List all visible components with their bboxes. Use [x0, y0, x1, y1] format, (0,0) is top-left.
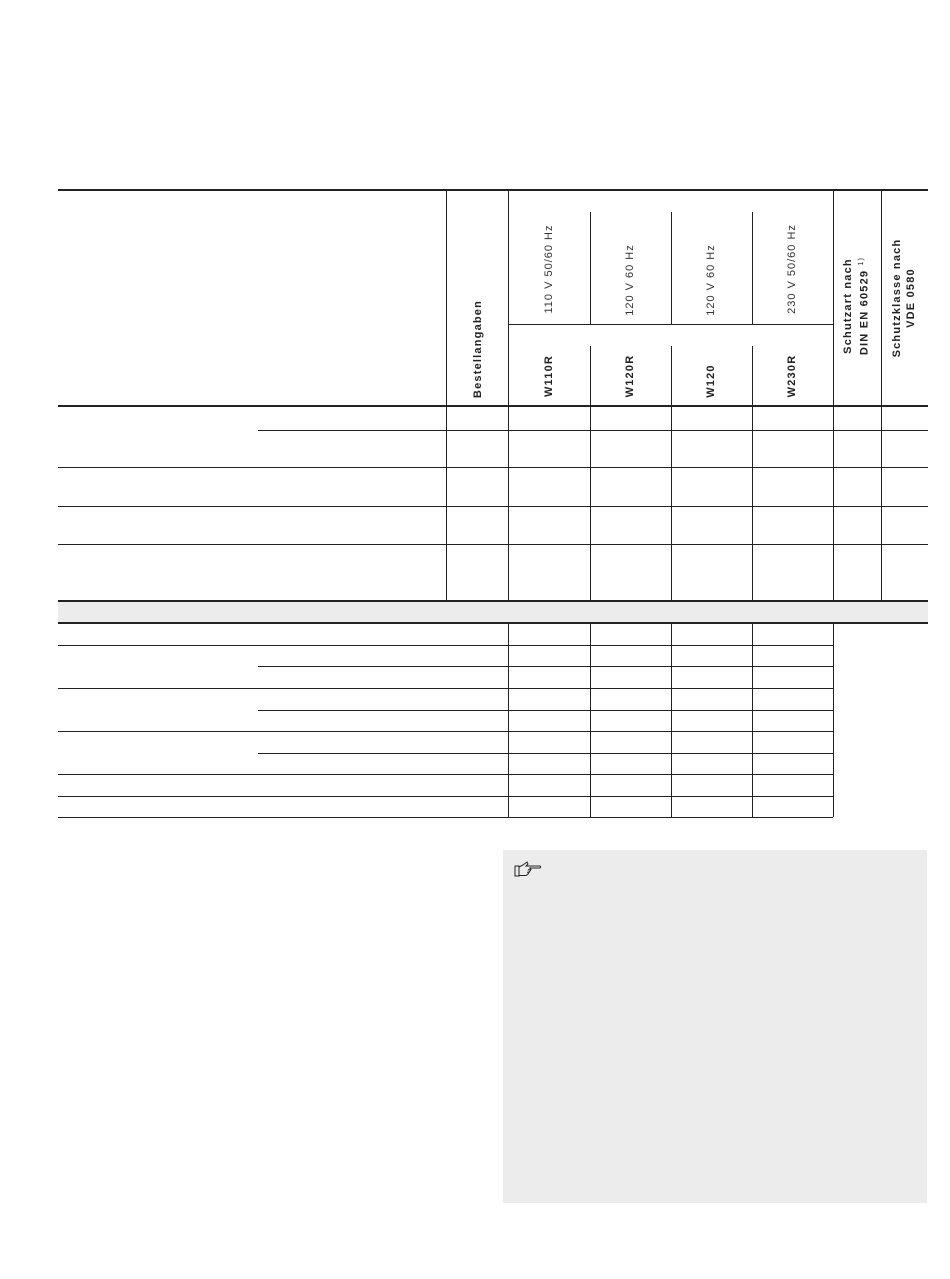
- header-model-1: W110R: [543, 354, 555, 398]
- header-voltage-3: 120 V 60 Hz: [705, 244, 717, 316]
- body-divider: [590, 624, 591, 817]
- body-divider: [833, 407, 834, 600]
- header-voltage-1: 110 V 50/60 Hz: [543, 224, 555, 314]
- row-rule: [258, 430, 928, 431]
- row-rule: [58, 774, 833, 775]
- header-order-info: Bestellangaben: [472, 299, 484, 399]
- row-rule: [58, 467, 928, 468]
- header-divider: [752, 212, 753, 324]
- protection-type-line2: DIN EN 60529 $^{1)}$: [858, 256, 871, 356]
- body-divider: [671, 624, 672, 817]
- pointing-hand-icon: [514, 860, 542, 878]
- protection-type-line1: Schutzart nach: [842, 258, 854, 354]
- header-divider: [590, 212, 591, 324]
- header-divider: [881, 190, 882, 406]
- footnote-marker: 1): [858, 256, 865, 266]
- row-rule: [258, 753, 833, 754]
- row-rule: [58, 796, 833, 797]
- header-protection-type: [841, 238, 869, 374]
- note-box: [503, 850, 927, 1203]
- header-protection-class: [890, 230, 918, 366]
- protection-class-line2: VDE 0580: [905, 268, 917, 328]
- header-model-2: W120R: [624, 354, 636, 398]
- header-model-4: W230R: [786, 354, 798, 398]
- header-divider: [446, 190, 447, 406]
- header-divider: [508, 190, 509, 406]
- body-divider: [508, 624, 509, 817]
- row-rule: [58, 506, 928, 507]
- header-divider: [833, 190, 834, 406]
- header-divider: [752, 346, 753, 406]
- body-divider: [671, 407, 672, 600]
- header-divider: [671, 346, 672, 406]
- row-rule: [58, 731, 833, 732]
- header-model-3: W120: [705, 364, 717, 398]
- header-voltage-4: 230 V 50/60 Hz: [786, 224, 798, 314]
- section-border-bottom: [58, 622, 928, 624]
- table-bottom-border: [58, 817, 833, 818]
- header-divider: [590, 346, 591, 406]
- table-top-border: [58, 189, 928, 191]
- row-rule: [58, 645, 833, 646]
- protection-class-line1: Schutzklasse nach: [891, 238, 903, 358]
- header-bottom-border: [58, 405, 928, 407]
- header-divider: [671, 212, 672, 324]
- body-divider: [446, 407, 447, 600]
- body-divider: [590, 407, 591, 600]
- row-rule: [258, 710, 833, 711]
- body-divider: [508, 407, 509, 600]
- row-rule: [258, 666, 833, 667]
- row-rule: [58, 688, 833, 689]
- body-divider: [881, 407, 882, 600]
- header-voltage-2: 120 V 60 Hz: [624, 244, 636, 316]
- section-band: [58, 602, 928, 623]
- body-divider: [752, 624, 753, 817]
- row-rule: [58, 544, 928, 545]
- body-divider: [752, 407, 753, 600]
- body-divider: [833, 624, 834, 817]
